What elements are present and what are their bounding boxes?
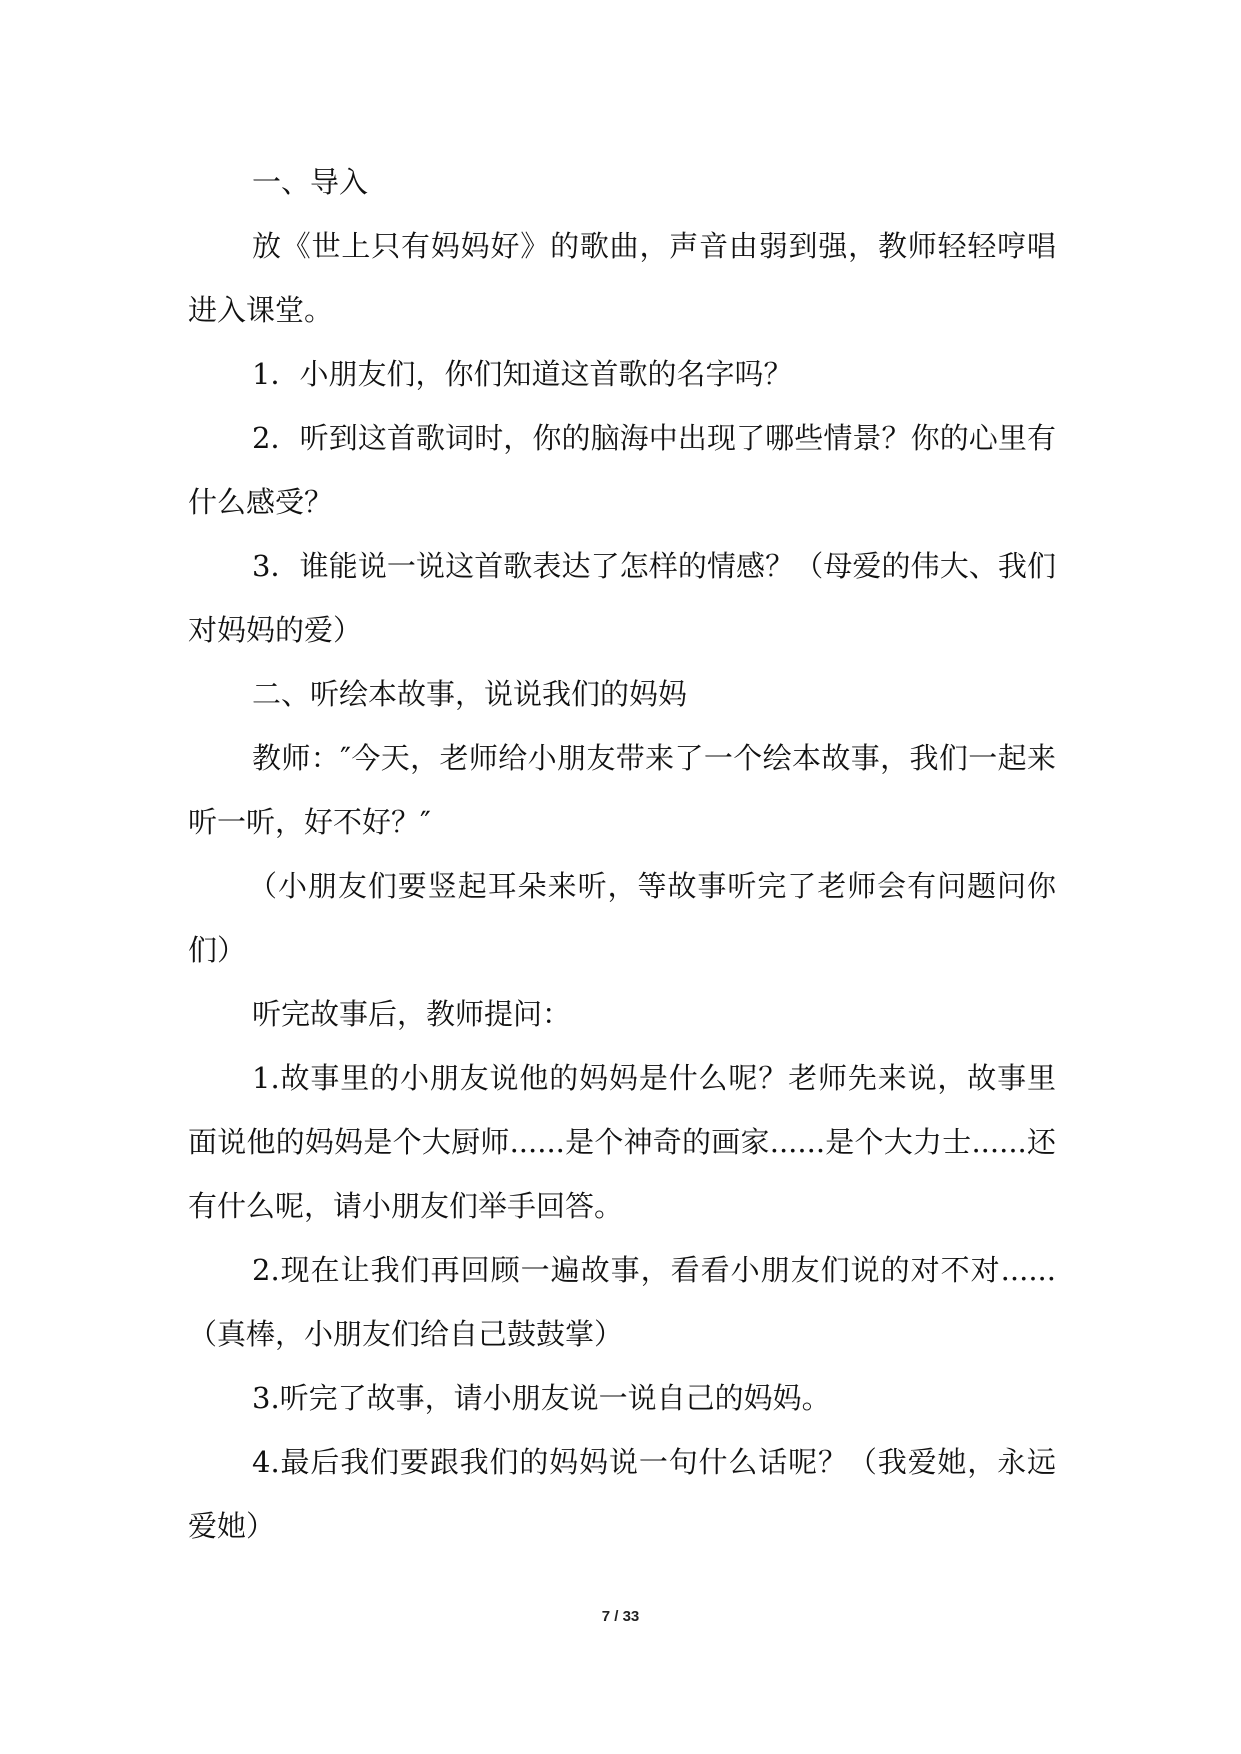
document-body (188, 150, 1056, 1558)
story-question-4: 4.最后我们要跟我们的妈妈说一句什么话呢？（我爱她，永远爱她） (188, 1445, 1056, 1543)
story-question-2: 2.现在让我们再回顾一遍故事，看看小朋友们说的对不对......（真棒，小朋友们给自己鼓鼓掌） (188, 1253, 1056, 1351)
paragraph-teacher-speech: 教师：″今天，老师给小朋友带来了一个绘本故事，我们一起来听一听，好不好？″ (188, 741, 1056, 839)
section-heading-story: 二、听绘本故事，说说我们的妈妈 (252, 677, 688, 711)
paragraph-listen-note: （小朋友们要竖起耳朵来听，等故事听完了老师会有问题问你们） (188, 869, 1056, 967)
story-question-1: 1.故事里的小朋友说他的妈妈是什么呢？老师先来说，故事里面说他的妈妈是个大厨师......是个神奇的画家......是个大力士......还有什么呢，请小朋友们举手回答。 (188, 1061, 1056, 1223)
paragraph-teacher-questions: 听完故事后，教师提问： (252, 997, 572, 1031)
section-heading-intro: 一、导入 (252, 165, 369, 199)
question-item-1: 1．小朋友们，你们知道这首歌的名字吗？ (252, 357, 793, 391)
question-item-2: 2．听到这首歌词时，你的脑海中出现了哪些情景？你的心里有什么感受？ (188, 421, 1056, 519)
paragraph-song-intro: 放《世上只有妈妈好》的歌曲，声音由弱到强，教师轻轻哼唱进入课堂。 (188, 229, 1056, 327)
page-number: 7 / 33 (601, 1608, 640, 1625)
story-question-3: 3.听完了故事，请小朋友说一说自己的妈妈。 (252, 1381, 831, 1415)
question-item-3: 3．谁能说一说这首歌表达了怎样的情感？（母爱的伟大、我们对妈妈的爱） (188, 549, 1056, 647)
